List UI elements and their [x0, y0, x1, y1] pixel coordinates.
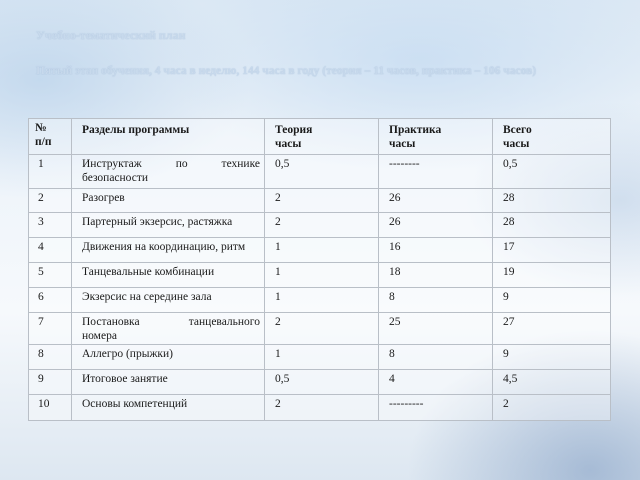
header-num-abbr: п/п	[35, 136, 52, 148]
header-total	[493, 119, 611, 155]
table-row	[29, 288, 611, 313]
row-practice: 26	[379, 213, 493, 238]
row-section: Партерный экзерсис, растяжка	[72, 213, 265, 238]
row-total: 0,5	[493, 155, 611, 189]
row-theory: 2	[265, 313, 379, 345]
table-row	[29, 189, 611, 213]
header-total-unit: часы	[503, 138, 530, 150]
header-section: Разделы программы	[72, 119, 265, 155]
page-subtitle: Пятый этап обучения, 4 часа в неделю, 144 часа в году (теория – 11 часов, практика – 106 часов)	[36, 65, 537, 77]
row-section-word: Постановка	[82, 316, 140, 328]
table-row	[29, 155, 611, 189]
row-total: 17	[493, 238, 611, 263]
row-theory: 1	[265, 345, 379, 370]
row-section-word: танцевального	[188, 316, 260, 328]
row-practice: ---------	[379, 395, 493, 421]
row-practice: --------	[379, 155, 493, 189]
header-theory-unit: часы	[275, 138, 302, 150]
row-section: Основы компетенций	[72, 395, 265, 421]
row-number: 2	[29, 189, 72, 213]
row-section-line2: безопасности	[82, 172, 149, 184]
table-row	[29, 238, 611, 263]
row-theory: 1	[265, 263, 379, 288]
row-practice: 26	[379, 189, 493, 213]
row-theory: 2	[265, 395, 379, 421]
header-num-symbol: №	[35, 122, 47, 134]
row-total: 19	[493, 263, 611, 288]
header-practice-label: Практика	[389, 124, 442, 136]
table-row	[29, 370, 611, 395]
row-number: 3	[29, 213, 72, 238]
row-practice: 8	[379, 288, 493, 313]
row-section: Итоговое занятие	[72, 370, 265, 395]
table-row	[29, 345, 611, 370]
header-practice	[379, 119, 493, 155]
header-total-label: Всего	[503, 124, 532, 136]
row-total: 28	[493, 213, 611, 238]
row-theory: 1	[265, 288, 379, 313]
table-row	[29, 395, 611, 421]
row-total: 9	[493, 288, 611, 313]
row-total: 9	[493, 345, 611, 370]
row-section: Танцевальные комбинации	[72, 263, 265, 288]
header-num	[29, 119, 72, 155]
row-section-word: Инструктаж	[82, 158, 142, 170]
page-heading	[36, 28, 626, 78]
row-total: 28	[493, 189, 611, 213]
row-theory: 0,5	[265, 155, 379, 189]
table-row	[29, 213, 611, 238]
row-number: 8	[29, 345, 72, 370]
row-theory: 1	[265, 238, 379, 263]
row-number: 7	[29, 313, 72, 345]
row-practice: 4	[379, 370, 493, 395]
row-practice: 25	[379, 313, 493, 345]
row-section: Экзерсис на середине зала	[72, 288, 265, 313]
row-number: 1	[29, 155, 72, 189]
row-number: 6	[29, 288, 72, 313]
row-section	[72, 155, 265, 189]
row-practice: 18	[379, 263, 493, 288]
row-number: 10	[29, 395, 72, 421]
row-total: 4,5	[493, 370, 611, 395]
page-title: Учебно-тематический план	[36, 28, 186, 42]
row-number: 4	[29, 238, 72, 263]
row-practice: 16	[379, 238, 493, 263]
row-section: Аллегро (прыжки)	[72, 345, 265, 370]
header-practice-unit: часы	[389, 138, 416, 150]
row-section-line2: номера	[82, 330, 117, 342]
header-theory	[265, 119, 379, 155]
row-section	[72, 313, 265, 345]
row-number: 9	[29, 370, 72, 395]
header-row	[29, 119, 611, 155]
row-number: 5	[29, 263, 72, 288]
row-section: Разогрев	[72, 189, 265, 213]
row-theory: 2	[265, 213, 379, 238]
row-theory: 2	[265, 189, 379, 213]
row-total: 2	[493, 395, 611, 421]
row-section: Движения на координацию, ритм	[72, 238, 265, 263]
header-theory-label: Теория	[275, 124, 313, 136]
row-section-word: по	[175, 158, 188, 170]
table-row	[29, 263, 611, 288]
curriculum-table	[28, 118, 611, 421]
row-total: 27	[493, 313, 611, 345]
row-section-word: технике	[221, 158, 260, 170]
row-practice: 8	[379, 345, 493, 370]
table-row	[29, 313, 611, 345]
row-theory: 0,5	[265, 370, 379, 395]
